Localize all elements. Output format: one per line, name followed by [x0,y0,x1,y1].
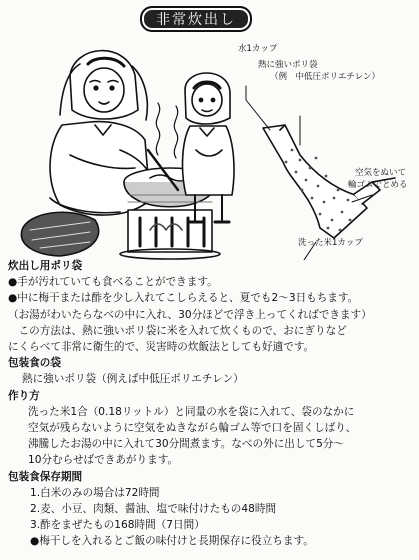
method-line: 沸騰したお湯の中に入れて30分間煮ます。なべの外に出して5分〜 [28,438,344,451]
tip-line: ●梅干しを入れるとご飯の味付けと長期保存に役立ちます。 [30,535,314,548]
document-body [8,258,412,550]
section-heading-storage: 包装食保存期間 [8,470,83,483]
storage-line: 2.麦、小豆、肉類、醤油、塩で味付けたもの48時間 [30,503,277,516]
section-heading-bag: 炊出し用ポリ袋 [8,260,83,272]
method-line: 空気が残らないように空気をぬきながら輪ゴム等で口を固くしばり、 [28,422,357,435]
pack-line: 熱に強いポリ袋（例えば中低圧ポリエチレン） [22,373,244,386]
page-title: 非常炊出し [140,6,252,32]
storage-line: 1.白米のみの場合は72時間 [30,486,160,499]
label-heat-bag: 熱に強いポリ袋 [258,60,318,70]
method-line: 洗った米1合（0.18リットル）と同量の水を袋に入れて、袋のなかに [28,405,355,418]
label-washed-rice: 洗った米1カップ [298,238,363,248]
cooking-illustration [0,30,419,260]
bag-line: （お湯がわいたらなべの中に入れ、30分ほどで浮き上ってくればできます） [8,308,372,321]
bag-line: にくらべて非常に衛生的で、災害時の炊飯法としても好適です。 [8,341,315,354]
label-water-cup: 水1カップ [238,44,278,54]
storage-line: 3.酢をまぜたもの168時間（7日間） [30,519,205,532]
bag-line: この方法は、熱に強いポリ袋に米を入れて炊くもので、おにぎりなど [8,324,347,337]
label-remove-air: 空気をぬいて [355,168,407,178]
bag-line: ●中に梅干または酢を少し入れてこしらえると、夏でも2〜3日もちます。 [8,292,359,305]
bag-line: ●手が汚れていても食べることができます。 [8,276,218,289]
section-heading-pack: 包装食の袋 [8,357,61,370]
label-rubber-band: 輪ゴムでとめる [348,180,408,190]
label-heat-bag-example: （例 中低圧ポリエチレン） [270,72,380,82]
section-heading-method: 作り方 [8,389,40,402]
method-line: 10分むらせばできあがります。 [28,454,179,467]
